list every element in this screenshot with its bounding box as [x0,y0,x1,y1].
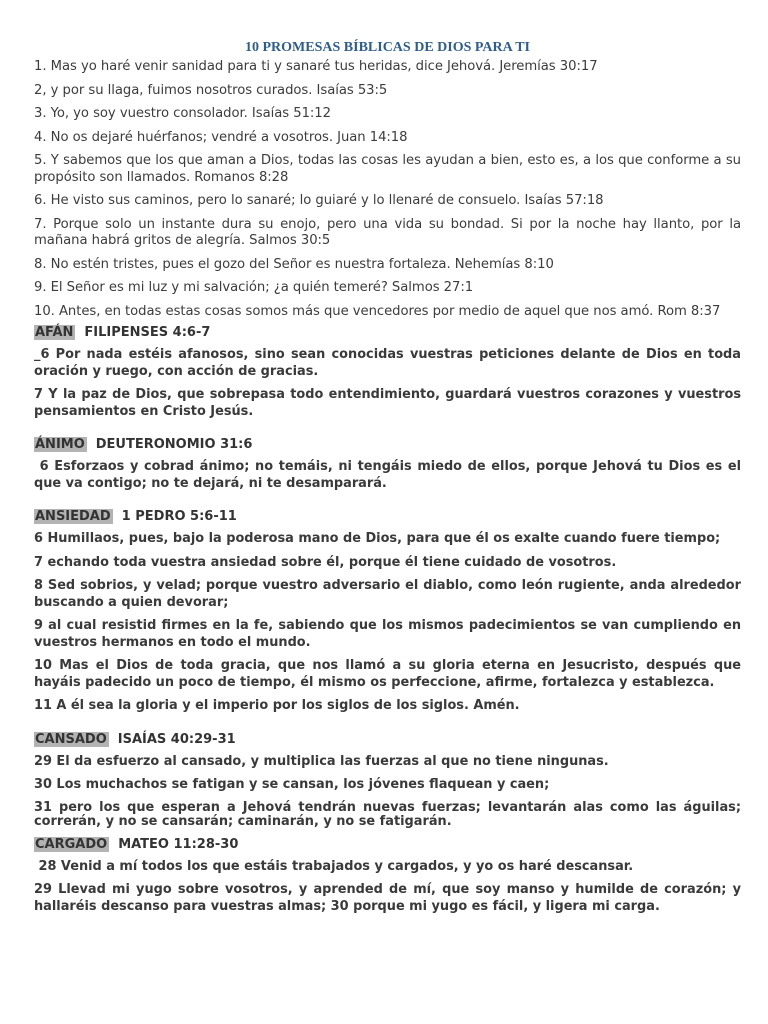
scripture-reference: 1 PEDRO 5:6-11 [121,509,237,524]
section-ansiedad [34,508,741,715]
topic-tag: ANSIEDAD [35,509,111,524]
section-heading [34,324,741,341]
section-heading [34,436,741,453]
section-heading [34,508,741,525]
document-title: 10 PROMESAS BÍBLICAS DE DIOS PARA TI [245,40,530,55]
promise-item: 6. He visto sus caminos, pero lo sanaré; lo guiaré y lo llenaré de consuelo. Isaías 57:18 [34,193,604,208]
section-afan [34,324,741,420]
verse: 29 Llevad mi yugo sobre vosotros, y aprended de mí, que soy manso y humilde de corazón; y hallaréis descanso para vuestras almas; 30 porque mi yugo es fácil, y ligera mi carga. [34,882,741,914]
promise-item: 9. El Señor es mi luz y mi salvación; ¿a quién temeré? Salmos 27:1 [34,280,474,295]
verse: 9 al cual resistid firmes en la fe, sabiendo que los mismos padecimientos se van cumpliendo en vuestros hermanos en todo el mundo. [34,618,741,650]
verse: 7 echando toda vuestra ansiedad sobre él, porque él tiene cuidado de vosotros. [34,554,617,570]
topic-tag: AFÁN [35,325,74,340]
topic-tag: ÁNIMO [35,437,85,452]
promise-item: 5. Y sabemos que los que aman a Dios, todas las cosas les ayudan a bien, esto es, a los que conforme a su propósito son llamados. Romanos 8:28 [34,153,741,185]
promise-item: 1. Mas yo haré venir sanidad para ti y sanaré tus heridas, dice Jehová. Jeremías 30:17 [34,59,598,74]
scripture-reference: FILIPENSES 4:6-7 [84,325,211,340]
verse: 31 pero los que esperan a Jehová tendrán nuevas fuerzas; levantarán alas como las águilas; correrán, y no se cansarán; caminarán, y no se fatigarán. [34,799,741,829]
section-heading [34,731,741,748]
section-cargado [34,836,741,916]
section-heading [34,836,741,853]
verse: 6 Esforzaos y cobrad ánimo; no temáis, ni tengáis miedo de ellos, porque Jehová tu Dios es el que va contigo; no te dejará, ni te desamparará. [34,459,746,491]
verse: 30 Los muchachos se fatigan y se cansan, los jóvenes flaquean y caen; [34,777,550,792]
verse: 28 Venid a mí todos los que estáis trabajados y cargados, y yo os haré descansar. [34,858,634,874]
scripture-reference: DEUTERONOMIO 31:6 [95,437,253,452]
promise-item: 8. No estén tristes, pues el gozo del Señor es nuestra fortaleza. Nehemías 8:10 [34,256,554,272]
verse: 8 Sed sobrios, y velad; porque vuestro adversario el diablo, como león rugiente, anda alrededor buscando a quien devorar; [34,578,741,610]
promise-item: 4. No os dejaré huérfanos; vendré a vosotros. Juan 14:18 [34,129,408,145]
verse: 7 Y la paz de Dios, que sobrepasa todo entendimiento, guardará vuestros corazones y vuestros pensamientos en Cristo Jesús. [34,387,741,419]
verse: 10 Mas el Dios de toda gracia, que nos llamó a su gloria eterna en Jesucristo, después que hayáis padecido un poco de tiempo, él mismo os perfeccione, afirme, fortalezca y establezca. [34,658,741,690]
verse: 11 A él sea la gloria y el imperio por los siglos de los siglos. Amén. [34,698,520,713]
topic-tag: CARGADO [35,836,108,852]
promise-item: 2, y por su llaga, fuimos nosotros curados. Isaías 53:5 [34,82,388,98]
promise-item: 10. Antes, en todas estas cosas somos más que vencedores por medio de aquel que nos amó. Rom 8:37 [34,303,721,319]
scripture-reference: ISAÍAS 40:29-31 [117,731,236,747]
scripture-reference: MATEO 11:28-30 [118,836,239,852]
verse: 29 El da esfuerzo al cansado, y multiplica las fuerzas al que no tiene ningunas. [34,753,609,769]
promise-item: 3. Yo, yo soy vuestro consolador. Isaías 51:12 [34,106,331,121]
promises-list [34,59,741,320]
verse: 6 Humillaos, pues, bajo la poderosa mano de Dios, para que él os exalte cuando fuere tiempo; [34,531,721,546]
topic-tag: CANSADO [35,731,107,747]
verse: _6 Por nada estéis afanosos, sino sean conocidas vuestras peticiones delante de Dios en toda oración y ruego, con acción de gracias. [34,347,741,379]
section-animo [34,436,746,492]
section-cansado [34,731,741,829]
promise-item: 7. Porque solo un instante dura su enojo, pero una vida su bondad. Si por la noche hay llanto, por la mañana habrá gritos de alegría. Salmos 30:5 [34,216,741,248]
